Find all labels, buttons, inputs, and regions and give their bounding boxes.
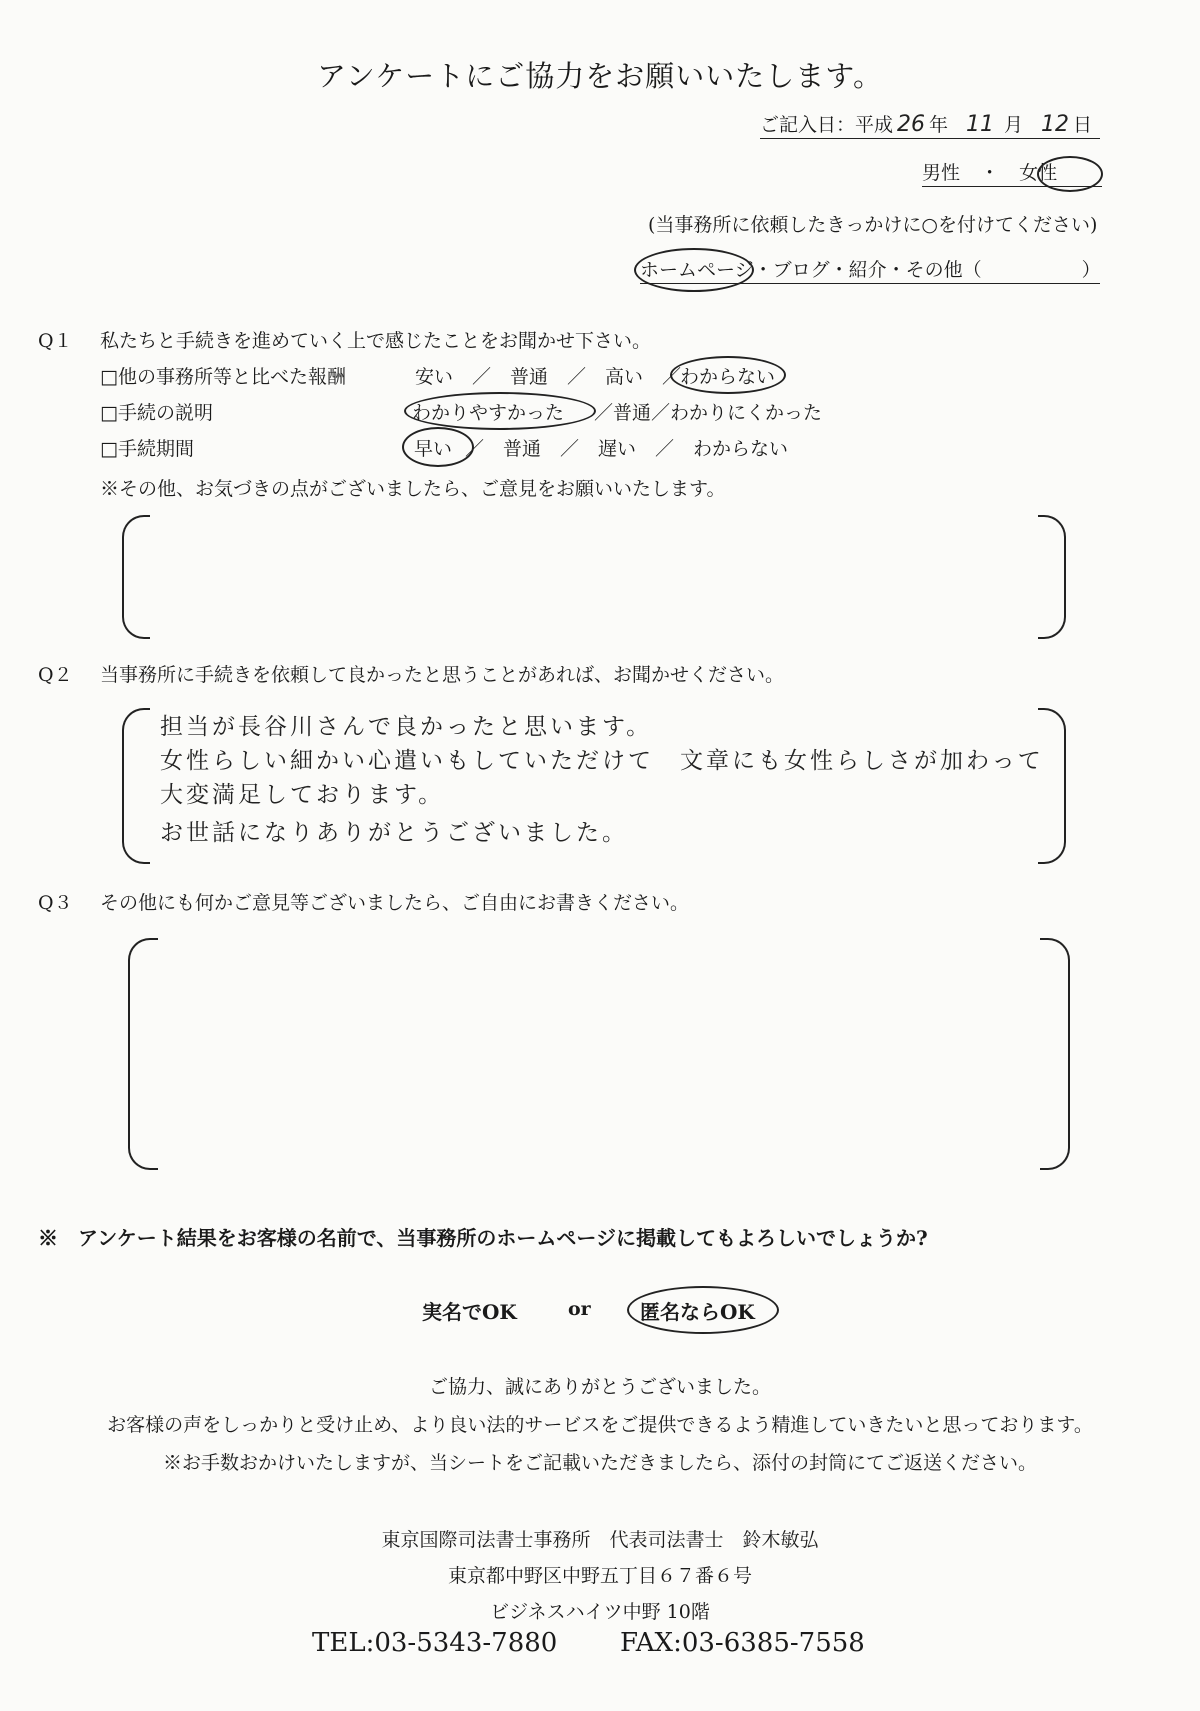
q1-item-period-name: □手続期間 xyxy=(100,438,194,460)
trigger-option-homepage[interactable]: ホームページ xyxy=(640,259,754,281)
q1-fee-selected-circle xyxy=(670,356,786,394)
entry-day: 12 xyxy=(1041,112,1070,137)
closing-return-note: ※お手数おかけいたしますが、当シートをご記載いただきましたら、添付の封筒にてご返送ください。 xyxy=(162,1452,1037,1474)
q3-question: その他にも何かご意見等ございましたら、ご自由にお書きください。 xyxy=(100,892,690,914)
office-name: 東京国際司法書士事務所 代表司法書士 鈴木敏弘 xyxy=(381,1529,819,1551)
office-address-2: ビジネスハイツ中野 10階 xyxy=(490,1601,710,1623)
entry-year: 26 xyxy=(897,112,926,137)
gender-male[interactable]: 男性 xyxy=(922,162,961,184)
publish-or: or xyxy=(568,1298,591,1320)
month-unit: 月 xyxy=(1004,114,1024,136)
survey-title: アンケートにご協力をお願いいたします。 xyxy=(317,59,883,93)
office-fax: FAX:03-6385-7558 xyxy=(620,1628,865,1658)
q1-item-explanation-selected[interactable]: わかりやすかった xyxy=(412,402,565,424)
publish-question: ※ アンケート結果をお客様の名前で、当事務所のホームページに掲載してもよろしいでしょうか? xyxy=(38,1226,928,1250)
entry-month: 11 xyxy=(966,112,995,137)
q1-item-fee-options[interactable]: 安い ／ 普通 ／ 高い ／ xyxy=(415,366,682,388)
q3-comment-box-left xyxy=(128,938,158,1170)
q1-item-explanation-options[interactable]: ／普通／わかりにくかった xyxy=(594,402,823,424)
q2-answer-line: 大変満足しております。 xyxy=(160,782,445,808)
q2-label: Q２ xyxy=(38,664,73,686)
trigger-close-paren: ） xyxy=(1081,259,1101,281)
q1-explanation-selected-circle xyxy=(404,392,596,430)
publish-option-real[interactable]: 実名でOK xyxy=(422,1300,517,1324)
q1-comment-box-right xyxy=(1038,515,1066,639)
q2-answer-line: 担当が長谷川さんで良かったと思います。 xyxy=(160,714,653,740)
q1-question: 私たちと手続きを進めていく上で感じたことをお聞かせ下さい。 xyxy=(100,330,652,352)
trigger-selected-circle xyxy=(634,248,754,292)
q2-answer-line: お世話になりありがとうございました。 xyxy=(160,820,628,846)
trigger-instruction: (当事務所に依頼したきっかけに○を付けてください) xyxy=(648,214,1098,236)
publish-option-anon[interactable]: 匿名ならOK xyxy=(640,1300,755,1324)
day-unit: 日 xyxy=(1073,114,1093,136)
closing-message: お客様の声をしっかりと受け止め、より良い法的サービスをご提供できるよう精進していきたいと思っております。 xyxy=(107,1414,1093,1436)
closing-thanks: ご協力、誠にありがとうございました。 xyxy=(428,1376,771,1398)
entry-date-field xyxy=(760,110,1100,139)
trigger-option-others[interactable]: ・ブログ・紹介・その他（ xyxy=(753,259,982,281)
office-address-1: 東京都中野区中野五丁目６７番６号 xyxy=(447,1565,752,1587)
q1-label: Q１ xyxy=(38,330,73,352)
year-unit: 年 xyxy=(929,114,949,136)
q1-item-explanation-name: □手続の説明 xyxy=(100,402,213,424)
entry-date-label: ご記入日：平成 xyxy=(760,114,894,136)
q2-answer-line: 女性らしい細かい心遣いもしていただけて 文章にも女性らしさが加わって xyxy=(160,748,1044,774)
q1-comment-box-left xyxy=(122,515,150,639)
gender-separator: ・ xyxy=(980,162,1000,184)
q3-label: Q３ xyxy=(38,892,73,914)
office-tel: TEL:03-5343-7880 xyxy=(312,1628,558,1658)
publish-selected-circle xyxy=(627,1286,779,1334)
q1-item-fee-name: □他の事務所等と比べた報酬 xyxy=(100,366,346,388)
q1-item-period-options[interactable]: ／ 普通 ／ 遅い ／ わからない xyxy=(465,438,789,460)
q2-question: 当事務所に手続きを依頼して良かったと思うことがあれば、お聞かせください。 xyxy=(100,664,785,686)
q2-comment-box-left xyxy=(122,708,150,864)
gender-female[interactable]: 女性 xyxy=(1019,162,1058,184)
q1-note: ※その他、お気づきの点がございましたら、ご意見をお願いいたします。 xyxy=(100,478,726,500)
gender-selected-circle xyxy=(1037,156,1103,192)
q1-period-selected-circle xyxy=(402,427,474,467)
q2-comment-box-right xyxy=(1038,708,1066,864)
q1-item-period-selected[interactable]: 早い xyxy=(414,438,453,460)
q1-item-fee-selected[interactable]: わからない xyxy=(680,366,776,388)
q3-comment-box-right xyxy=(1040,938,1070,1170)
